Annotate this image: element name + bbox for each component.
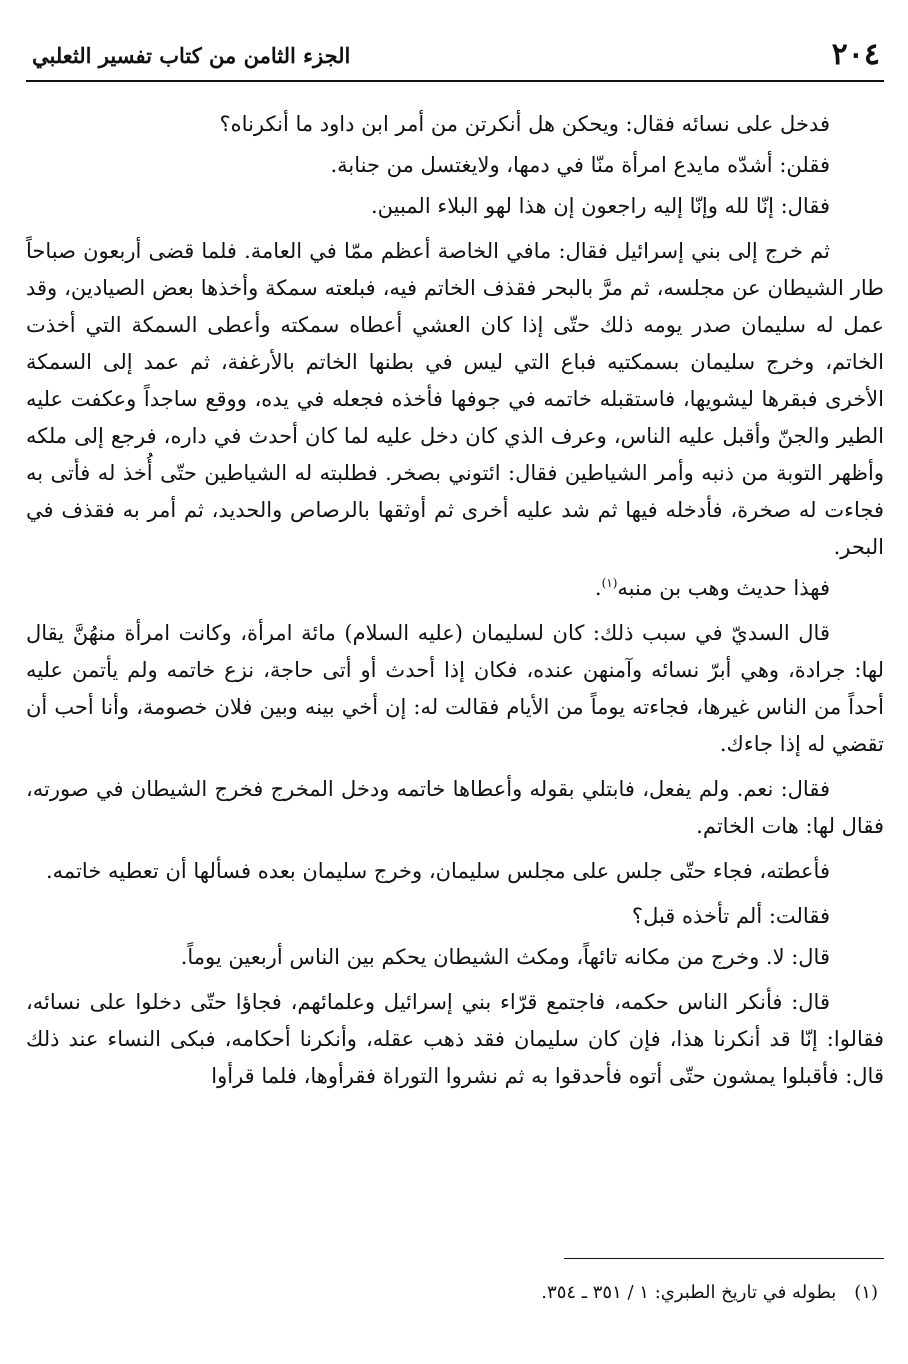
paragraph-4: ثم خرج إلى بني إسرائيل فقال: مافي الخاصة أعظم ممّا في العامة. فلما قضى أربعون صباحاً طار الشيطان عن مجلسه، ثم مرَّ بالبحر فقذف الخاتم فيه، فبلعته سمكة وأخذها بعض الصيادين، وقد عمل له سليمان صدر يومه ذلك حتّى إذا كان العشي أعطاه سمكته وأعطى السمكة التي أخذت الخاتم، وخرج سليمان بسمكتيه فباع التي ليس في بطنها الخاتم بالأرغفة، ثم عمد إلى السمكة الأخرى فبقرها ليشويها، فاستقبله خاتمه في جوفها فأخذه فجعله في يده، ووقع ساجداً وعكفت عليه الطير والجنّ وأقبل عليه الناس، وعرف الذي كان دخل عليه لما كان أحدث في داره، فرجع إلى ملكه وأظهر التوبة من ذنبه وأمر الشياطين فقال: ائتوني بصخر. فطلبته له الشياطين حتّى أُخذ له فأتى به فجاءت له صخرة، فأدخله فيها ثم شد عليه أخرى ثم أوثقها بالرصاص والحديد، ثم أمر به فقذف في البحر. [26,239,884,559]
paragraph-10: قال: فأنكر الناس حكمه، فاجتمع قرّاء بني إسرائيل وعلمائهم، فجاؤا حتّى دخلوا على نسائه، فقالوا: إنّا قد أنكرنا هذا، فإن كان سليمان فقد ذهب عقله، وأنكرنا أحكامه، فبكى النساء عند ذلك قال: فأقبلوا يمشون حتّى أتوه فأحدقوا به ثم نشروا التوراة فقرأوها، فلما قرأوا [26,990,884,1088]
book-page [26,30,884,1340]
wahb-text: فهذا حديث وهب بن منبه [617,576,830,600]
footnote-reference: (١) [601,576,618,590]
paragraph-3: فقال: إنّا لله وإنّا إليه راجعون إن هذا لهو البلاء المبين. [370,194,830,218]
footnote-divider [564,1258,884,1259]
book-title: الجزء الثامن من كتاب تفسير الثعلبي [32,42,351,68]
main-text [26,106,884,1095]
wahb-end: . [594,576,602,600]
paragraph-wahb [26,570,884,607]
paragraph-2: فقلن: أشدّه مايدع امرأة منّا في دمها، ولايغتسل من جنابة. [330,153,830,177]
running-header [26,30,884,82]
paragraph-6: فقال: نعم. ولم يفعل، فابتلي بقوله وأعطاها خاتمه ودخل المخرج فخرج الشيطان في صورته، فقال لها: هات الخاتم. [26,777,884,838]
footnote [38,1278,878,1308]
footnote-text: بطوله في تاريخ الطبري: ١ / ٣٥١ ـ ٣٥٤. [541,1282,837,1303]
footnote-mark: (١) [854,1282,878,1303]
paragraph-9: قال: لا. وخرج من مكانه تائهاً، ومكث الشيطان يحكم بين الناس أربعين يوماً. [180,945,830,969]
paragraph-7: فأعطته، فجاء حتّى جلس على مجلس سليمان، وخرج سليمان بعده فسألها أن تعطيه خاتمه. [46,859,830,883]
paragraph-8: فقالت: ألم تأخذه قبل؟ [631,904,830,928]
paragraph-1: فدخل على نسائه فقال: ويحكن هل أنكرتن من أمر ابن داود ما أنكرناه؟ [219,112,830,136]
page-number: ٢٠٤ [831,37,880,72]
paragraph-5: قال السديّ في سبب ذلك: كان لسليمان (عليه السلام) مائة امرأة، وكانت امرأة منهُنَّ يقال لها: جرادة، وهي أبرّ نسائه وآمنهن عنده، فكان إذا أحدث أو أتى حاجة، نزع خاتمه ولم يأتمن عليه أحداً من الناس غيرها، فجاءته يوماً من الأيام فقالت له: إن أخي بينه وبين فلان خصومة، وأنا أحب أن تقضي له إذا جاءك. [26,621,884,756]
